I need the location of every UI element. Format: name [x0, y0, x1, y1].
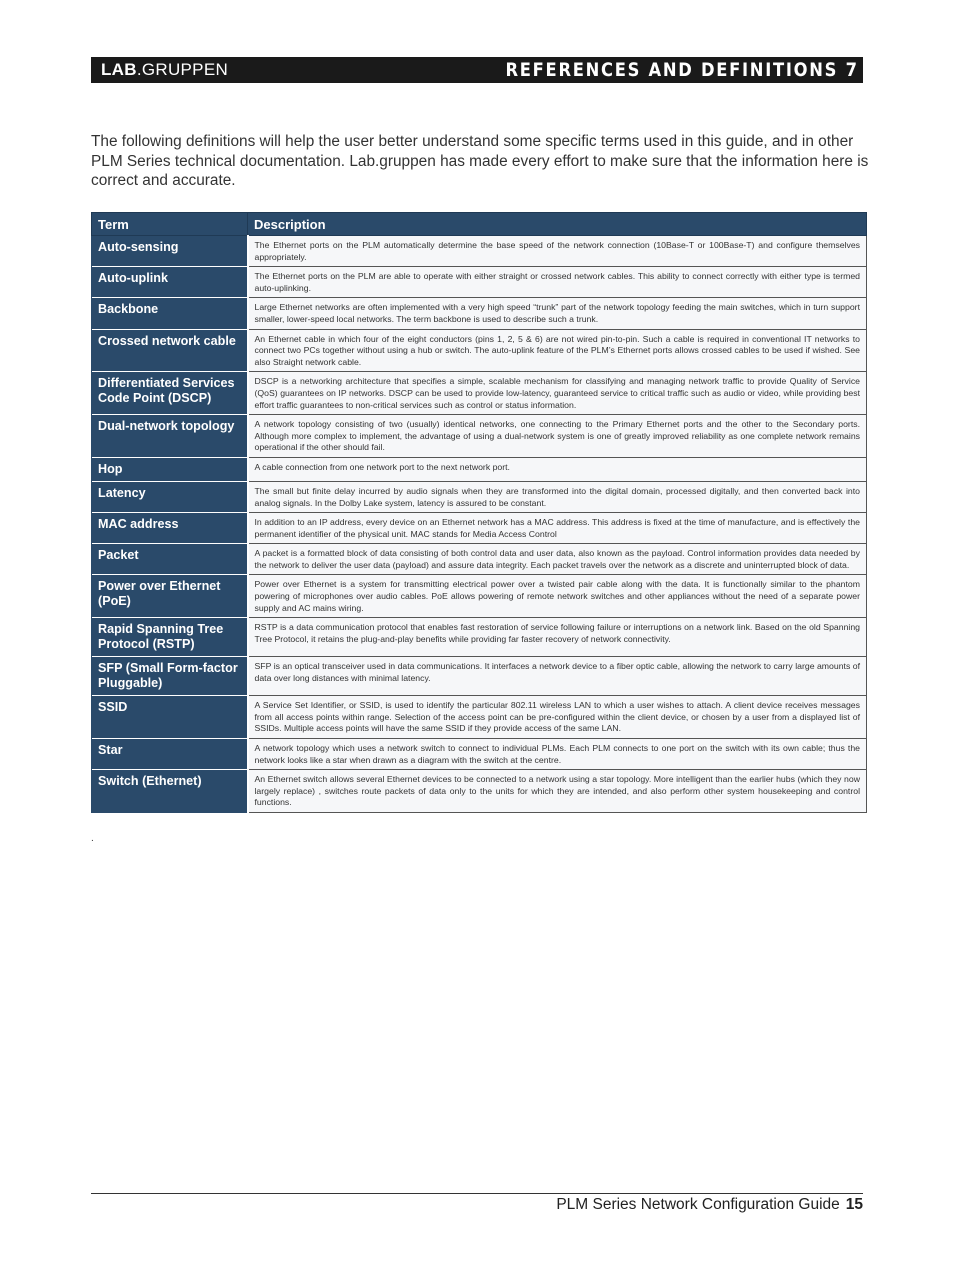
description-cell: The small but finite delay incurred by audio signals when they are transformed into the digital domain, processed digitally, and then converted back into analog signals. In the Dolby Lake system, latency is assured to be constant. [248, 481, 867, 512]
table-row [92, 415, 867, 458]
description-cell: RSTP is a data communication protocol that enables fast restoration of service following failure or interruptions on a network link. Based on the old Spanning Tree Protocol, it retains the plug-and-play benefits while providing far faster recovery of network connectivity. [248, 618, 867, 657]
description-cell: Power over Ethernet is a system for transmitting electrical power over a twisted pair cable along with the data. It is functionally similar to the phantom powering of microphones over audio cables. PoE allows powering of remote network switches and other appliances without the need of a separate power supply and AC mains wiring. [248, 575, 867, 618]
table-row [92, 544, 867, 575]
term-cell: Rapid Spanning Tree Protocol (RSTP) [92, 618, 248, 657]
term-cell: Star [92, 739, 248, 770]
lab-gruppen-logo: LAB.GRUPPEN [101, 60, 229, 79]
page-footer [556, 1195, 863, 1215]
table-row [92, 575, 867, 618]
definitions-table [91, 212, 867, 813]
term-cell: MAC address [92, 513, 248, 544]
table-row [92, 329, 867, 372]
term-cell: Crossed network cable [92, 329, 248, 372]
description-cell: SFP is an optical transceiver used in data communications. It interfaces a network device to a fiber optic cable, allowing the network to carry large amounts of data over long distances with minimal latency. [248, 657, 867, 696]
description-cell: A cable connection from one network port to the next network port. [248, 457, 867, 481]
table-row [92, 298, 867, 329]
table-row [92, 696, 867, 739]
description-cell: A packet is a formatted block of data consisting of both control data and user data, also known as the payload. Control information provides data needed by the network to deliver the user data (payload) and assure data integrity. Each packet travels over the network as a discrete and uninterrupted block of data. [248, 544, 867, 575]
term-cell: Differentiated Services Code Point (DSCP) [92, 372, 248, 415]
table-row [92, 513, 867, 544]
table-row [92, 657, 867, 696]
term-cell: Backbone [92, 298, 248, 329]
description-cell: A network topology consisting of two (usually) identical networks, one connecting to the Primary Ethernet ports and the other to the Secondary ports. Although more complex to implement, the advantage of using a dual-network system is one of greatly improved reliability as one complete network remains operational if the other should fail. [248, 415, 867, 458]
table-row [92, 267, 867, 298]
description-cell: The Ethernet ports on the PLM automatically determine the base speed of the network connection (10Base-T or 100Base-T) and configure themselves appropriately. [248, 236, 867, 267]
description-cell: DSCP is a networking architecture that specifies a simple, scalable mechanism for classifying and managing network traffic to provide Quality of Service (QoS) guarantees on IP networks. DSCP can be used to provide low-latency, guaranteed service to critical traffic such as audio or video, while providing best effort traffic guarantees to non-critical services such as control or status information. [248, 372, 867, 415]
term-cell: Latency [92, 481, 248, 512]
term-cell: Power over Ethernet (PoE) [92, 575, 248, 618]
table-row [92, 372, 867, 415]
term-cell: SSID [92, 696, 248, 739]
description-cell: The Ethernet ports on the PLM are able to operate with either straight or crossed network cables. This ability to connect correctly with either type is termed auto-uplinking. [248, 267, 867, 298]
table-row [92, 770, 867, 813]
table-row [92, 739, 867, 770]
description-cell: An Ethernet switch allows several Ethernet devices to be connected to a network using a star topology. More intelligent than the earlier hubs (which they now largely replace) , switches route packets of data only to the units for which they are intended, and also perform other system housekeeping and control functions. [248, 770, 867, 813]
description-column-header: Description [248, 213, 867, 236]
term-cell: Auto-sensing [92, 236, 248, 267]
description-cell: A network topology which uses a network switch to connect to individual PLMs. Each PLM connects to one port on the switch with its own cable; thus the network looks like a star when drawn as a diagram with the switch at the centre. [248, 739, 867, 770]
term-cell: Dual-network topology [92, 415, 248, 458]
footer-divider [91, 1193, 863, 1194]
description-cell: Large Ethernet networks are often implemented with a very high speed “trunk” part of the network topology feeding the main switches, which in turn support smaller, lower-speed local networks. The term backbone is used to describe such a trunk. [248, 298, 867, 329]
chapter-title: REFERENCES AND DEFINITIONS 7 [505, 59, 859, 81]
term-cell: Packet [92, 544, 248, 575]
table-row [92, 618, 867, 657]
description-cell: An Ethernet cable in which four of the eight conductors (pins 1, 2, 5 & 6) are not wired pin-to-pin. Such a cable is required in conventional IT networks to connect two PCs together without using a hub or switch. The auto-uplink feature of the PLM’s Ethernet ports allows crossed cables to be used if wished. See also Straight network cable. [248, 329, 867, 372]
intro-paragraph: The following definitions will help the user better understand some specific terms used in this guide, and in other PLM Series technical documentation. Lab.gruppen has made every effort to make sure that the information here is correct and accurate. [91, 133, 869, 189]
guide-title: PLM Series Network Configuration Guide [556, 1196, 840, 1213]
description-cell: A Service Set Identifier, or SSID, is used to identify the particular 802.11 wireless LAN to which a user wishes to attach. A client device receives messages from all access points within range. Selection of the access point can be pre-configured within the client device, or chosen by a user from a displayed list of SSIDs. Multiple access points will have the same SSID if they provide access of the same LAN. [248, 696, 867, 739]
table-row [92, 481, 867, 512]
term-cell: SFP (Small Form-factor Pluggable) [92, 657, 248, 696]
term-cell: Auto-uplink [92, 267, 248, 298]
table-row [92, 457, 867, 481]
term-cell: Switch (Ethernet) [92, 770, 248, 813]
table-row [92, 236, 867, 267]
table-header-row [92, 213, 867, 236]
page-number: 15 [845, 1196, 863, 1213]
trailing-period: . [91, 833, 94, 844]
term-column-header: Term [92, 213, 248, 236]
description-cell: In addition to an IP address, every device on an Ethernet network has a MAC address. This address is fixed at the time of manufacture, and is effectively the permanent identifier of the physical unit. MAC stands for Media Access Control [248, 513, 867, 544]
term-cell: Hop [92, 457, 248, 481]
